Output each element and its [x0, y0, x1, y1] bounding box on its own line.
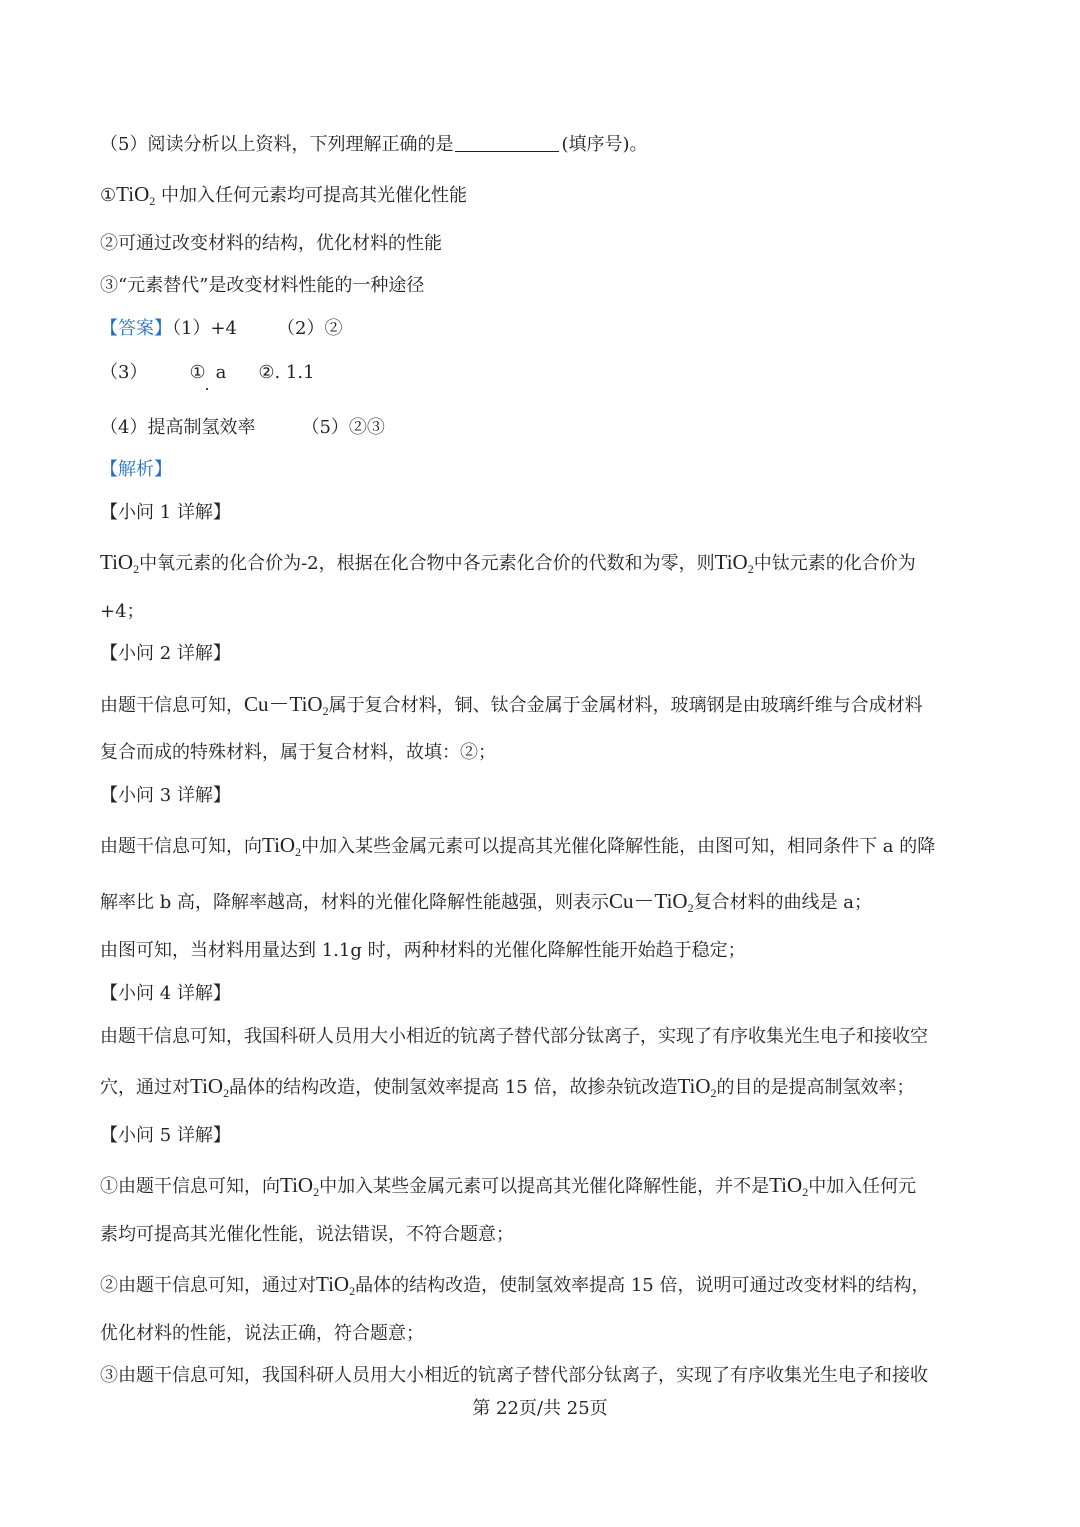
q5-prompt-tail: (填序号)。 — [561, 134, 648, 155]
q5-option-1 — [100, 182, 467, 213]
sub-question-2-heading: 【小问 2 详解】 — [100, 643, 231, 664]
formula-tio2: TiO$_2$ — [714, 550, 754, 576]
formula-tio2: TiO$_2$ — [262, 833, 302, 859]
answer-line-1 — [100, 317, 342, 341]
s3-line-3: 由图可知，当材料用量达到 1.1g 时，两种材料的光催化降解性能开始趋于稳定； — [100, 940, 746, 961]
answer-3-part1-value: a — [215, 362, 227, 383]
dot-mark — [206, 388, 208, 390]
s4-line-1: 由题干信息可知，我国科研人员用大小相近的钪离子替代部分钛离子，实现了有序收集光生电子和接收空 — [100, 1026, 928, 1047]
analysis-label: 【解析】 — [100, 459, 172, 480]
sub-question-3-heading: 【小问 3 详解】 — [100, 785, 231, 806]
answer-4: （4）提高制氢效率 — [100, 417, 256, 438]
answer-blank — [455, 133, 559, 152]
s1-line-1: TiO$_2$中氧元素的化合价为-2，根据在化合物中各元素化合价的代数和为零，则TiO$_2$中钛元素的化合价为 — [100, 550, 916, 576]
sub-question-1-heading: 【小问 1 详解】 — [100, 502, 231, 523]
s5-line-1: ①由题干信息可知，向TiO$_2$中加入某些金属元素可以提高其光催化降解性能，并不是TiO$_2$中加入任何元 — [100, 1173, 917, 1199]
answer-line-3 — [100, 361, 315, 385]
option-text: 中加入任何元素均可提高其光催化性能 — [160, 185, 467, 206]
answer-3-part2: ②. 1.1 — [258, 362, 315, 383]
option-marker: ① — [100, 185, 117, 206]
answer-3-part1-marker: ① — [189, 362, 206, 383]
q5-prompt-line — [100, 133, 648, 157]
formula-tio2: TiO$_2$ — [280, 1173, 320, 1199]
s3-line-1: 由题干信息可知，向TiO$_2$中加入某些金属元素可以提高其光催化降解性能，由图可知，相同条件下 a 的降 — [100, 833, 936, 859]
s4-line-2: 穴，通过对TiO$_2$晶体的结构改造，使制氢效率提高 15 倍，故掺杂钪改造TiO$_2$的目的是提高制氢效率； — [100, 1074, 915, 1100]
answer-5: （5）②③ — [301, 417, 385, 438]
s5-line-2: 素均可提高其光催化性能，说法错误，不符合题意； — [100, 1224, 514, 1245]
s2-line-1: 由题干信息可知，Cu－TiO$_2$属于复合材料，铜、钛合金属于金属材料，玻璃钢是由玻璃纤维与合成材料 — [100, 692, 923, 718]
formula-tio2: TiO$_2$ — [190, 1074, 230, 1100]
s5-line-4: 优化材料的性能，说法正确，符合题意； — [100, 1323, 424, 1344]
s5-line-3: ②由题干信息可知，通过对TiO$_2$晶体的结构改造，使制氢效率提高 15 倍，说明可通过改变材料的结构， — [100, 1272, 930, 1298]
answer-label: 【答案】 — [100, 318, 172, 339]
answer-line-4 — [100, 416, 385, 440]
s1-line-2: +4； — [100, 601, 145, 622]
formula-tio2: TiO$_2$ — [316, 1272, 356, 1298]
answer-1: （1）+4 — [172, 318, 237, 339]
s3-line-2: 解率比 b 高，降解率越高，材料的光催化降解性能越强，则表示Cu－TiO$_2$复合材料的曲线是 a； — [100, 889, 873, 915]
q5-option-3: ③“元素替代”是改变材料性能的一种途径 — [100, 275, 425, 296]
s2-line-2: 复合而成的特殊材料，属于复合材料，故填：②； — [100, 742, 496, 763]
sub-question-4-heading: 【小问 4 详解】 — [100, 983, 231, 1004]
q5-option-2: ②可通过改变材料的结构，优化材料的性能 — [100, 233, 442, 254]
s5-line-5: ③由题干信息可知，我国科研人员用大小相近的钪离子替代部分钛离子，实现了有序收集光生电子和接收 — [100, 1365, 928, 1386]
formula-cu-tio2: Cu－TiO$_2$ — [608, 889, 694, 915]
sub-question-5-heading: 【小问 5 详解】 — [100, 1125, 231, 1146]
answer-2: （2）② — [277, 318, 343, 339]
formula-tio2: TiO$_2$ — [116, 182, 156, 208]
answer-3-number: （3） — [100, 362, 148, 383]
formula-tio2: TiO$_2$ — [769, 1173, 809, 1199]
page-footer: 第 22页/共 25页 — [472, 1398, 608, 1419]
formula-cu-tio2: Cu－TiO$_2$ — [244, 692, 329, 718]
formula-tio2: TiO$_2$ — [100, 550, 140, 576]
q5-prompt: （5）阅读分析以上资料，下列理解正确的是 — [100, 134, 454, 155]
formula-tio2: TiO$_2$ — [677, 1074, 717, 1100]
